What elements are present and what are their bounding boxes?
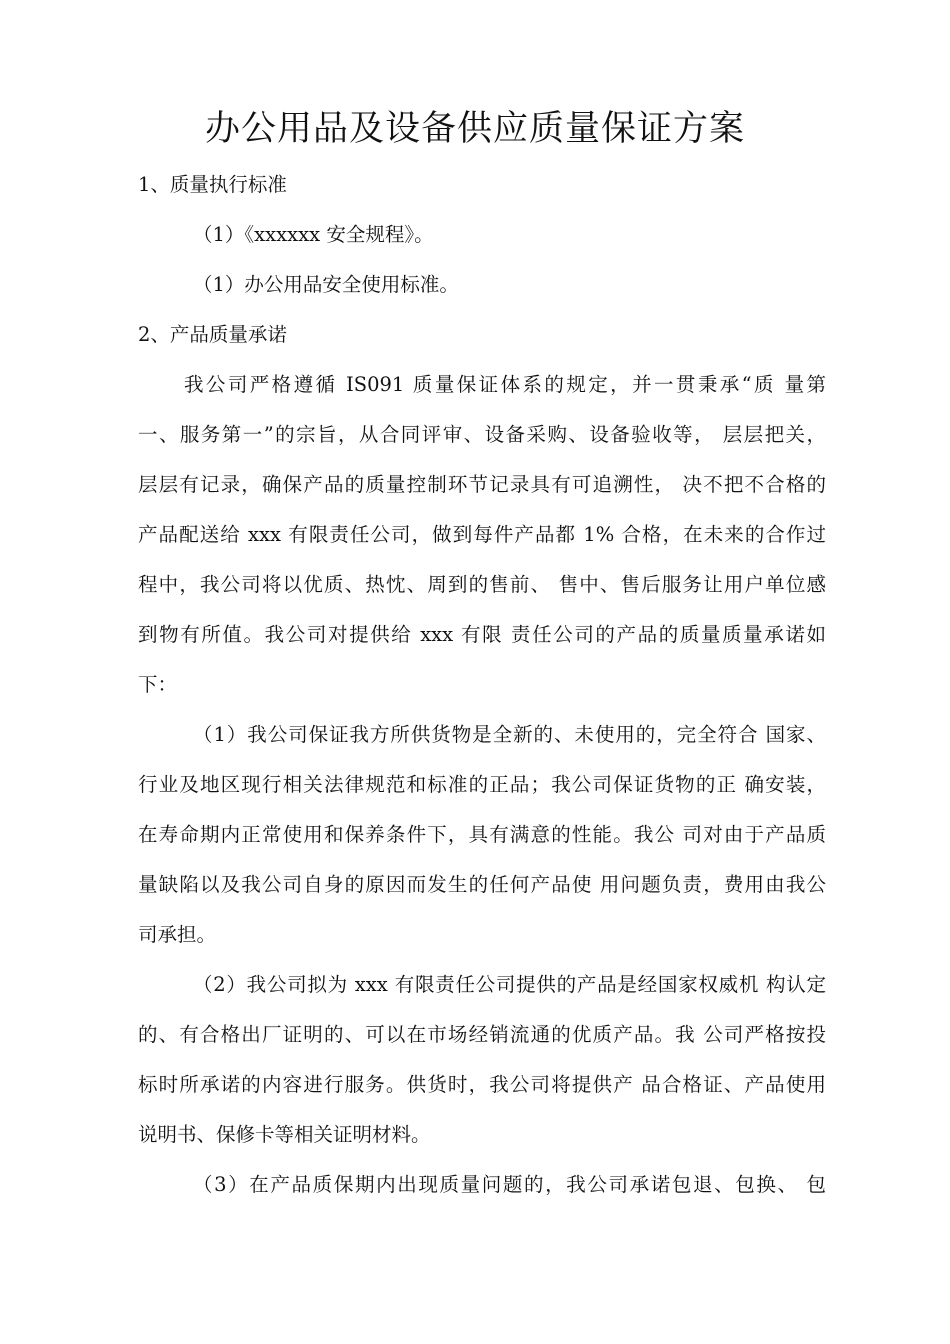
standard-item-2: （1）办公用品安全使用标准。 [193,273,459,296]
section-heading-quality-standard: 1、质量执行标准 [138,173,287,196]
document-title: 办公用品及设备供应质量保证方案 [204,109,745,149]
commitment-item-2-line: （2）我公司拟为 xxx 有限责任公司提供的产品是经国家权威机 构认定 [193,973,826,996]
paragraph-line: 一、服务第一”的宗旨，从合同评审、设备采购、设备验收等， 层层把关， [138,423,826,446]
commitment-item-2-line: 的、有合格出厂证明的、可以在市场经销流通的优质产品。我 公司严格按投 [138,1023,826,1046]
paragraph-line: 层层有记录，确保产品的质量控制环节记录具有可追溯性， 决不把不合格的 [138,473,826,496]
commitment-item-1-line: 行业及地区现行相关法律规范和标准的正品；我公司保证货物的正 确安装， [138,773,826,796]
paragraph-line: 到物有所值。我公司对提供给 xxx 有限 责任公司的产品的质量质量承诺如 [138,623,826,646]
section-heading-quality-commitment: 2、产品质量承诺 [138,323,287,346]
paragraph-line: 产品配送给 xxx 有限责任公司，做到每件产品都 1% 合格，在未来的合作过 [138,523,826,546]
commitment-item-1-line: 司承担。 [138,923,217,946]
standard-item-1: （1）《xxxxxx 安全规程》。 [193,223,434,246]
commitment-item-1-line: 在寿命期内正常使用和保养条件下，具有满意的性能。我公 司对由于产品质 [138,823,826,846]
commitment-item-1-line: （1）我公司保证我方所供货物是全新的、未使用的，完全符合 国家、 [193,723,826,746]
paragraph-line: 程中，我公司将以优质、热忱、周到的售前、 售中、售后服务让用户单位感 [138,573,826,596]
paragraph-line: 我公司严格遵循 IS091 质量保证体系的规定，并一贯秉承“质 量第 [184,373,826,396]
document-body [138,160,826,1210]
commitment-item-3-line: （3）在产品质保期内出现质量问题的，我公司承诺包退、包换、 包 [193,1173,826,1196]
commitment-item-1-line: 量缺陷以及我公司自身的原因而发生的任何产品使 用问题负责，费用由我公 [138,873,826,896]
commitment-item-2-line: 标时所承诺的内容进行服务。供货时，我公司将提供产 品合格证、产品使用 [138,1073,826,1096]
commitment-item-2-line: 说明书、保修卡等相关证明材料。 [138,1123,431,1146]
paragraph-line: 下： [138,673,178,696]
